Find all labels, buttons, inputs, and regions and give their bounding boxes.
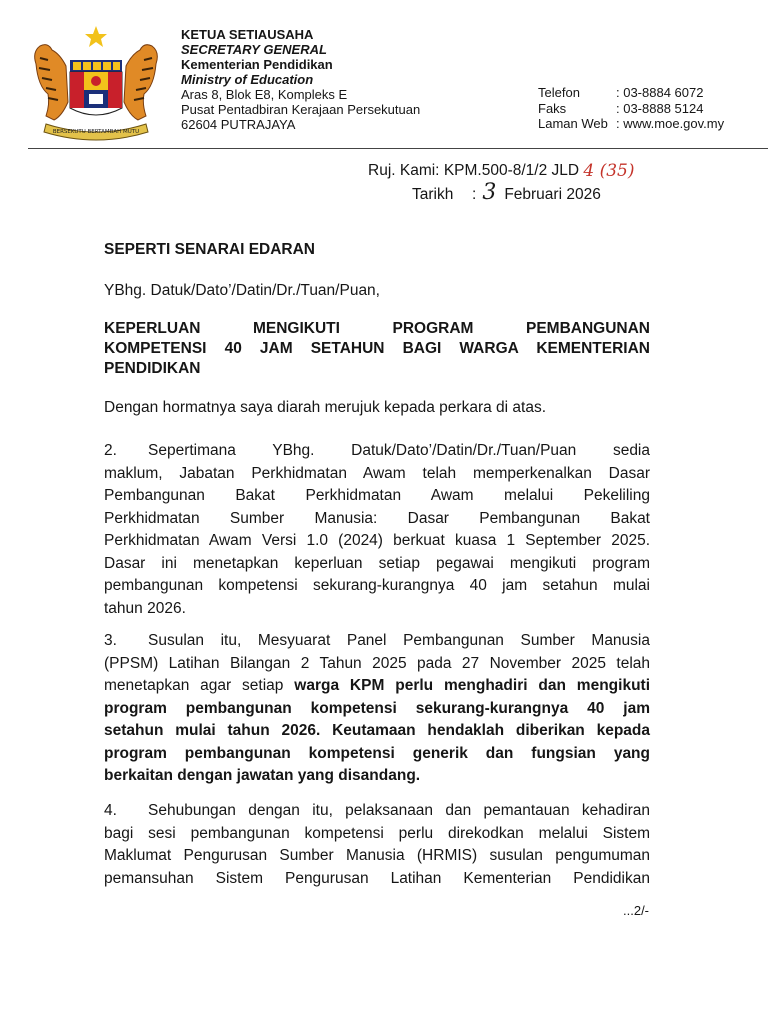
reference-block	[368, 160, 635, 206]
recipient: SEPERTI SENARAI EDARAN	[104, 241, 315, 258]
page-continuation: ...2/-	[623, 903, 650, 918]
fax-value: : 03-8888 5124	[616, 100, 704, 116]
date-colon: :	[472, 186, 477, 203]
paragraph-3	[104, 630, 650, 788]
phone-label: Telefon	[538, 85, 580, 100]
crest-motto: BERSEKUTU BERTAMBAH MUTU	[52, 129, 140, 135]
paragraph-4-line-2: bagi sesi pembangunan kompetensi perlu direkodkan melalui Sistem	[104, 824, 650, 842]
paragraph-3-line-6: program pembangunan kompetensi generik dan fungsian yang	[104, 744, 650, 762]
contact-block	[538, 85, 724, 132]
paragraph-3-line-5: setahun mulai tahun 2026. Keutamaan hendaklah diberikan kepada	[104, 722, 650, 739]
paragraph-2-line-4: Perkhidmatan Sumber Manusia: Dasar Pembangunan Bakat	[104, 509, 650, 527]
ministry-en: Ministry of Education	[181, 72, 314, 87]
paragraph-3-number: 3.	[104, 632, 117, 649]
date-month-year: Februari 2026	[504, 186, 601, 203]
paragraph-3-line-3: menetapkan agar setiap warga KPM perlu menghadiri dan mengikuti	[104, 677, 650, 694]
letterhead	[181, 27, 420, 132]
phone-row	[538, 85, 724, 101]
paragraph-3-line-7: berkaitan dengan jawatan yang disandang.	[104, 767, 421, 784]
date-day-handwritten: 3	[482, 180, 497, 205]
paragraph-2-number: 2.	[104, 442, 117, 459]
date-label: Tarikh	[412, 186, 454, 203]
title-ms: KETUA SETIAUSAHA	[181, 27, 314, 42]
paragraph-2-line-7: pembangunan kompetensi sekurang-kurangnya 40 jam setahun mulai	[104, 577, 650, 594]
reference-value: KPM.500-8/1/2 JLD	[443, 162, 580, 179]
paragraph-4-line-1: 4. Sehubungan dengan itu, pelaksanaan dan pemantauan kehadiran	[104, 800, 650, 823]
paragraph-2-line-5: Perkhidmatan Awam Versi 1.0 (2024) berkuat kuasa 1 September 2025.	[104, 532, 650, 549]
title-en: SECRETARY GENERAL	[181, 42, 327, 57]
date-row	[368, 182, 635, 206]
subject-line-1: KEPERLUAN MENGIKUTI PROGRAM PEMBANGUNAN	[104, 320, 650, 337]
website-row	[538, 116, 724, 132]
coat-of-arms-logo	[26, 24, 166, 142]
subject-line-3: PENDIDIKAN	[104, 360, 201, 377]
paragraph-2-line-1: 2. Sepertimana YBhg. Datuk/Dato’/Datin/Dr./Tuan/Puan sedia	[104, 440, 650, 463]
address-line-2: Pusat Pentadbiran Kerajaan Persekutuan	[181, 102, 421, 117]
paragraph-1: Dengan hormatnya saya diarah merujuk kepada perkara di atas.	[104, 399, 547, 416]
fax-label: Faks	[538, 100, 567, 116]
paragraph-2-line-2: maklum, Jabatan Perkhidmatan Awam telah memperkenalkan Dasar	[104, 464, 650, 482]
address-line-1: Aras 8, Blok E8, Kompleks E	[181, 87, 348, 102]
paragraph-3-line-2: (PPSM) Latihan Bilangan 2 Tahun 2025 pada 27 November 2025 telah	[104, 654, 650, 672]
subject-line-2: KOMPETENSI 40 JAM SETAHUN BAGI WARGA KEMENTERIAN	[104, 340, 650, 357]
paragraph-2-line-8: tahun 2026.	[104, 599, 186, 617]
website-label: Laman Web	[538, 116, 608, 131]
paragraph-4	[104, 800, 650, 890]
paragraph-3-line-1: 3. Susulan itu, Mesyuarat Panel Pembangunan Sumber Manusia	[104, 630, 650, 653]
paragraph-2-line-3: Pembangunan Bakat Perkhidmatan Awam melalui Pekeliling	[104, 487, 650, 504]
reference-label: Ruj. Kami:	[368, 162, 440, 179]
paragraph-4-line-4: pemansuhan Sistem Pengurusan Latihan Kementerian Pendidikan	[104, 869, 650, 887]
address-line-3: 62604 PUTRAJAYA	[181, 117, 296, 132]
paragraph-2	[104, 440, 650, 620]
header-divider	[28, 148, 768, 149]
paragraph-4-number: 4.	[104, 802, 117, 819]
fax-row	[538, 101, 724, 117]
paragraph-2-line-6: Dasar ini menetapkan keperluan setiap pegawai mengikuti program	[104, 554, 650, 572]
phone-value: : 03-8884 6072	[616, 85, 704, 100]
reference-handwritten: 4 (35)	[583, 161, 635, 181]
ministry-ms: Kementerian Pendidikan	[181, 57, 333, 72]
paragraph-3-line-4: program pembangunan kompetensi sekurang-kurangnya 40 jam	[104, 699, 650, 717]
subject	[104, 319, 650, 379]
paragraph-4-line-3: Maklumat Pengurusan Sumber Manusia (HRMIS) susulan pengumuman	[104, 847, 650, 864]
reference-row	[368, 160, 635, 182]
salutation: YBhg. Datuk/Dato’/Datin/Dr./Tuan/Puan,	[104, 282, 380, 299]
website-value: : www.moe.gov.my	[616, 116, 725, 131]
